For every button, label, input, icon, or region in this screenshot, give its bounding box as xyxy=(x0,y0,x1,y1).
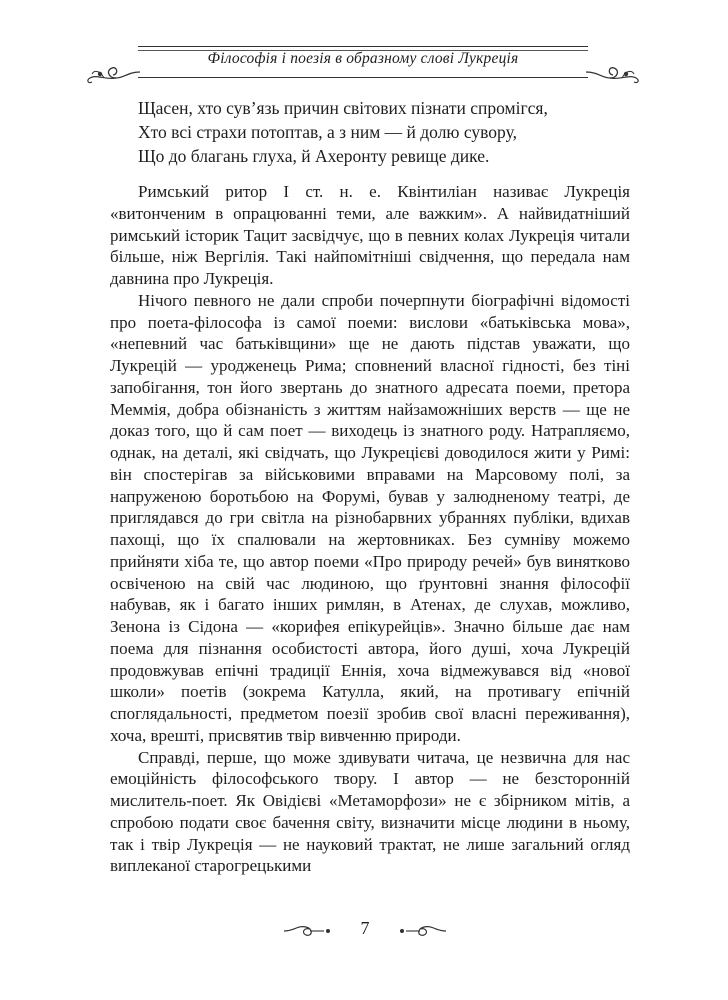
footer-ornament-right-icon xyxy=(392,920,450,942)
verse-line: Що до благань глуха, й Ахеронту ревище дике. xyxy=(138,146,490,166)
verse-quote xyxy=(138,96,638,168)
body-text xyxy=(110,181,630,877)
page-number: 7 xyxy=(360,918,370,938)
verse-line: Щасен, хто сув’язь причин світових пізнати спромігся, xyxy=(138,98,548,118)
paragraph: Нічого певного не дали спроби почерпнути біографічні відомості про поета-філософа із самої поеми: вислови «батьківська мова», «непевний час батьківщини» ще не дають підстав уважати, що Лукрецій — уродженець Рима; сповнений власної гідності, без тіні запобігання, тон його звертань до знатного адресата поеми, претора Меммія, добра обізнаність з життям найзаможніших верств — ще не доказ того, що й сам поет — виходець із знатного роду. Натрапляємо, однак, на деталі, які свідчать, що Лукрецієві доводилося жити у Римі: він спостерігав за військовими вправами на Марсовому полі, за напруженою боротьбою на Форумі, бував у залюдненому театрі, де приглядався до гри світла на різнобарвних убраннях публіки, вдихав пахощі, що їх спалювали на жертовниках. Без сумніву можемо прийняти хіба те, що автор поеми «Про природу речей» був винятково освіченою на свій час людиною, що ґрунтовні знання філософії набував, як і багато інших римлян, в Атенах, де слухав, можливо, Зенона із Сідона — «корифея епікурейців». Значно більше дає нам поема для пізнання особистості автора, його душі, хоча Лукрецій продовжував епічні традиції Еннія, хоча відмежувався від «нової школи» поетів (зокрема Катулла, який, на противагу епічній споглядальності, предметом поезії зробив свої власні переживання), хоча, врешті, присвятив твір вивченню природи. xyxy=(110,290,630,745)
scroll-ornament-right-icon xyxy=(584,44,642,84)
verse-line: Хто всі страхи потоптав, а з ним — й долю сувору, xyxy=(138,122,517,142)
page-footer xyxy=(280,916,450,946)
paragraph: Справді, перше, що може здивувати читача, це незвична для нас емоційність філософського твору. І автор — не безсторонній мислитель-поет. Як Овідієві «Метаморфози» не є збірником мітів, а спробою подати своє бачення світу, визначити місце людини в ньому, так і твір Лукреція — не науковий трактат, не лише загальний огляд виплеканої старогрецькими xyxy=(110,747,630,876)
paragraph: Римський ритор I ст. н. е. Квінтиліан називає Лукреція «витонченим в опрацюванні теми, але важким». А найвидатніший римський історик Тацит засвідчує, що в певних колах Лукреція читали більше, ніж Вергілія. Такі найпомітніші свідчення, що передала нам давнина про Лукреція. xyxy=(110,182,630,288)
running-title: Філософія і поезія в образному слові Лукреція xyxy=(207,50,519,67)
running-header xyxy=(98,36,628,84)
